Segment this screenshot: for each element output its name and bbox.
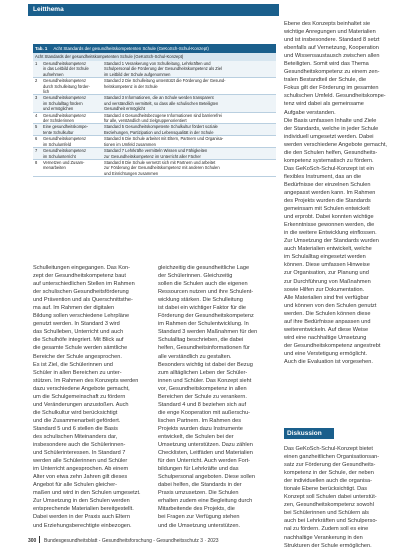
- text-line: maßen und wird in den Schulen umgesetzt.: [33, 490, 141, 497]
- text-line: wird eine nachhaltige Umsetzung: [284, 334, 367, 341]
- text-line: Das GeKoSch-Schul-Konzept bietet: [284, 446, 373, 452]
- text-line: auch bei Lehrkräften und Schulperso-: [284, 518, 378, 525]
- text-line: genutzt werden. In Standard 3 wird: [33, 321, 120, 328]
- text-line: der individuellen auch die organisa-: [284, 478, 373, 485]
- table-cell-line: tionen im Umfeld zusammen: [104, 141, 156, 147]
- text-column-right: [284, 20, 396, 366]
- discussion-heading: Diskussion: [284, 428, 334, 439]
- text-line: insbesondere auch die Schülerinnen-: [33, 442, 126, 449]
- text-line: satz zur Förderung der Gesundheits-: [284, 462, 376, 469]
- text-line: Auch die Evaluation ist vorgesehen.: [284, 358, 373, 365]
- text-line: dazu verschiedene Angebote gemacht,: [33, 385, 130, 392]
- text-line: Standard 4 und 8 beziehen sich auf: [158, 401, 247, 408]
- table-cell-line: Gesundheit ermöglicht: [104, 106, 145, 112]
- text-line: Standard 3 werden Maßnahmen für den: [158, 329, 258, 336]
- table-cell-line: Gesundheitskompetenz: [43, 95, 87, 101]
- table-row-title: [43, 148, 104, 159]
- table-cell-line: Standard 5 Gesundheitskompetente Schulkultur fördert soziale: [104, 124, 218, 130]
- table-row-title: [43, 61, 104, 77]
- table-row-standard: [104, 61, 276, 77]
- text-line: Projekts wurden dazu Instrumente: [158, 425, 243, 432]
- table-cell-line: Standard 4 Gesundheitsbezogene Informationen sind barrierefrei: [104, 112, 222, 118]
- section-label: Leitthema: [28, 4, 279, 16]
- table-cell-line: Standard 7 Lehrkräfte vermitteln Wissen und Fähigkeiten: [104, 148, 208, 154]
- text-line: Besonders wichtig ist dabei der Bezug: [158, 361, 253, 368]
- table-cell-line: im Schulunterricht: [43, 153, 76, 159]
- standards-table: [33, 61, 276, 177]
- table-row-standard: [104, 78, 276, 94]
- text-line: Zur Umsetzung in den Schulen werden: [33, 498, 130, 505]
- text-line: auf ihre Bedürfnisse anpassen und: [284, 318, 371, 325]
- text-line: entsprechende Materialien bereitgestellt.: [33, 506, 134, 513]
- text-line: gleichzeitig die gesundheitliche Lage: [158, 265, 250, 271]
- text-line: alle verständlich zu gestalten.: [158, 353, 232, 360]
- table-cell-line: Standard 1 Verankerung von Schulleitung, Lehrkräften und: [104, 61, 211, 66]
- text-line: ma auf. Im Rahmen der digitalen: [33, 305, 115, 312]
- text-line: und können von den Schulen genutzt: [284, 302, 377, 309]
- text-line: im Unterricht angesprochen. Ab einem: [33, 466, 129, 473]
- table-cell-line: im Leitbild der Schule aufgenommen: [104, 71, 171, 77]
- text-line: Praxis umzusetzen. Die Schulen: [158, 490, 239, 497]
- text-line: Standard 5 und 6 stellen die Basis: [33, 425, 118, 432]
- text-line: und die Umsetzung unterstützen.: [158, 522, 241, 529]
- text-line: gemeinsam mit Schulen entwickelt: [284, 206, 370, 213]
- table-cell-line: Gesundheitskompetenz: [43, 112, 87, 118]
- table-row-number: 7: [35, 148, 38, 154]
- text-line: Zur Umsetzung der Standards wurden: [284, 238, 379, 245]
- text-line: ist dabei ein wichtiger Faktor für die: [158, 305, 246, 312]
- table-cell-line: in das Leitbild der Schule: [43, 66, 89, 72]
- text-line: die Schulkultur wird berücksichtigt: [33, 409, 118, 416]
- text-line: im Schulalltag eingesetzt werden: [284, 254, 366, 261]
- text-line: sowie Hilfen zur Dokumentation.: [284, 286, 365, 293]
- table-cell-line: der Schülerinnen: [43, 118, 74, 124]
- text-line: vor, Gesundheitskompetenz in allen: [158, 385, 247, 392]
- text-line: um die Schulgemeinschaft zu fördern: [33, 393, 126, 400]
- table-row-title: [43, 95, 104, 111]
- text-line: zept der Gesundheitskompetenz baut: [33, 273, 126, 280]
- table-row-standard: [104, 95, 276, 111]
- table-row-title: [43, 78, 104, 94]
- table-cell-line: Gesundheitskompetenz: [43, 136, 87, 142]
- text-line: dabei helfen, die Standards in der: [158, 482, 242, 489]
- table-row-number: 2: [35, 78, 38, 84]
- text-line: Ebene des Konzepts beinhaltet sie: [284, 21, 371, 27]
- text-line: und ist insbesondere. Standard 8 setzt: [284, 37, 380, 44]
- text-line: auf unterschiedlichen Stellen im Rahmen: [33, 281, 135, 288]
- table-row: [33, 95, 276, 112]
- table-row: [33, 136, 276, 148]
- text-line: in die weitere Entwicklung einflossen.: [284, 230, 377, 237]
- table-row-standard: [104, 160, 276, 176]
- text-line: Das GeKoSch-Schul-Konzept ist ein: [284, 165, 374, 172]
- text-line: Alter von etwa zehn Jahren gilt dieses: [33, 474, 128, 481]
- text-line: entwickelt, die Schulen bei der: [158, 433, 234, 440]
- text-line: der Schülerinnen. Gleichzeitig: [158, 273, 233, 280]
- text-line: tralen Bestandteil der Schule, die: [284, 77, 367, 84]
- text-line: und Erziehungsberechtigte einbezogen.: [33, 522, 132, 529]
- page-number: 300: [28, 538, 37, 544]
- text-line: schulischen Umfeld. Gesundheitskompe-: [284, 93, 386, 100]
- table-cell-line: im Schulalltag fördern: [43, 100, 83, 106]
- text-line: Angebot für alle Schulen gleicher-: [33, 482, 117, 489]
- text-line: des Projekts wurden die Standards: [284, 198, 371, 205]
- text-line: lischen Partnern. Im Rahmen des: [158, 417, 242, 424]
- text-line: Ressourcen nutzen und ihre Schulent-: [158, 289, 254, 296]
- text-line: Checklisten, Leitfäden und Materialien: [158, 450, 253, 457]
- text-line: zur Organisation, zur Planung und: [284, 270, 369, 277]
- table-row-title: [43, 124, 104, 135]
- text-line: erhalten zudem eine Begleitung durch: [158, 498, 253, 505]
- text-column-middle: [158, 264, 276, 530]
- text-line: der Standards, welche in jeder Schule: [284, 125, 379, 132]
- table-row-number: 1: [35, 61, 38, 66]
- text-line: sollen die Schulen auch die eigenen: [158, 281, 248, 288]
- text-line: helfen, Gesundheitsinformationen für: [158, 345, 250, 352]
- text-line: Fokus gilt der Förderung im gesamten: [284, 85, 379, 92]
- text-line: ebenfalls auf Vernetzung, Kooperation: [284, 45, 379, 52]
- text-line: zum alltäglichen Leben der Schüler-: [158, 369, 248, 376]
- text-line: Konzept soll Schulen dabei unterstüt-: [284, 494, 377, 501]
- journal-name: Bundesgesundheitsblatt - Gesundheitsforschung - Gesundheitsschutz 3 · 2023: [44, 538, 219, 544]
- table-cell-line: Gesundheitskompetenz: [43, 78, 87, 84]
- text-line: die enge Kooperation mit außerschu-: [158, 409, 251, 416]
- table-row-title: [43, 160, 104, 176]
- text-line: der Gesundheitskompetenz angestrebt: [284, 342, 381, 349]
- text-line: können. Diese umfassen Hinweise: [284, 262, 370, 269]
- text-line: bei Schülerinnen und Schülern als: [284, 510, 369, 517]
- text-line: nal zu fördern. Zudem soll es eine: [284, 526, 369, 533]
- text-line: die gesamte Schule werden sämtliche: [33, 345, 128, 352]
- table-caption-text: Acht Standards der gesundheitskompetenten Schule (GeKoSch-Schul-Konzept): [53, 46, 209, 51]
- text-line: Bereiche der Schule angesprochen.: [33, 353, 122, 360]
- text-line: stützen. Im Rahmen des Konzepts werden: [33, 377, 139, 384]
- table-row-standard: [104, 148, 276, 159]
- text-line: Mitarbeitende des Projekts, die: [158, 506, 235, 513]
- text-line: angepasst werden kann. Im Rahmen: [284, 189, 376, 196]
- table-cell-line: und Einrichtungen zusammen: [104, 170, 159, 176]
- text-line: und erprobt. Dabei konnten wichtige: [284, 214, 374, 221]
- text-line: kompetenz systematisch zu fördern.: [284, 157, 374, 164]
- table-row: [33, 61, 276, 78]
- text-line: Bereichen der Schule zu verankern.: [158, 393, 247, 400]
- text-line: Förderung der Gesundheitskompetenz: [158, 313, 254, 320]
- text-line: Bildung sollen verschiedene Lehrpläne: [33, 313, 130, 320]
- table-row-standard: [104, 113, 276, 124]
- text-line: einen ganzheitlichen Organisationsan-: [284, 454, 380, 461]
- table-row: [33, 113, 276, 125]
- text-line: nachhaltige Verankerung in den: [284, 534, 363, 541]
- text-line: kompetenz in der Schule, der neben: [284, 470, 374, 477]
- table-cell-line: Vernetzen und Zusam-: [43, 159, 85, 165]
- table-cell-line: durch Schulleitung förder-: [43, 83, 90, 89]
- table-row-standard: [104, 136, 276, 147]
- text-line: und Prävention und als Querschnittsthe-: [33, 297, 133, 304]
- text-line: Schulpersonal angeboten. Diese sollen: [158, 474, 256, 481]
- table-row-title: [43, 136, 104, 147]
- text-line: Dabei werden in der Praxis auch Eltern: [33, 514, 131, 521]
- footer-divider: [39, 536, 40, 543]
- text-line: wicklung stärken. Die Schulleitung: [158, 297, 243, 304]
- text-line: des schulischen Miteinanders dar,: [33, 433, 118, 440]
- table-cell-line: tente Schulkultur: [43, 129, 74, 135]
- table-row: [33, 148, 276, 160]
- text-column-left: [33, 264, 151, 530]
- table-cell-line: zur Förderung der Gesundheitskompetenz mit anderen Schulen: [104, 165, 220, 171]
- text-line: tionale Ebene berücksichtigt. Das: [284, 486, 368, 493]
- discussion-text: [284, 445, 396, 550]
- table-cell-line: Gesundheitskompetenz: [43, 148, 87, 154]
- table-cell-line: Standard 2 Die Schulleitung unterstützt die Förderung der Gesund-: [104, 78, 226, 84]
- text-line: und Wissensaustausch zwischen allen: [284, 53, 380, 60]
- text-line: werden alle Schülerinnen und Schüler: [33, 458, 128, 465]
- text-line: innen und Schüler. Das Konzept sieht: [158, 377, 252, 384]
- table-cell-line: im Schulumfeld: [43, 141, 71, 147]
- text-line: zur Durchführung von Maßnahmen: [284, 278, 371, 285]
- table-cell-line: Schulpersonal die Förderung der Gesundheitskompetenz als Ziel: [104, 66, 222, 72]
- text-line: das Schulleben, Unterricht und auch: [33, 329, 124, 336]
- table-cell-line: Eine gesundheitskompe-: [43, 124, 89, 130]
- text-line: wichtige Anregungen und Materialien: [284, 29, 376, 36]
- table-cell-line: heitskompetenz in der Schule: [104, 83, 158, 89]
- text-line: Beteiligten. Somit wird das Thema: [284, 61, 369, 68]
- table-row-title: [43, 113, 104, 124]
- text-line: Bedürfnisse der einzelnen Schulen: [284, 181, 371, 188]
- text-line: flexibles Instrument, das an die: [284, 173, 362, 180]
- text-line: Die Basis umfassen Inhalte und Ziele: [284, 117, 377, 124]
- text-line: zen, Gesundheitskompetenz sowohl: [284, 502, 374, 509]
- text-line: Aufgabe verstanden.: [284, 109, 336, 116]
- table-row-number: 8: [35, 159, 38, 165]
- table-cell-line: Standard 8 Die Schule vernetzt sich mit Partnern und arbeitet: [104, 159, 216, 165]
- table-cell-line: Standard 6 Die Schule arbeitet mit Eltern, Partnern und Organisa-: [104, 136, 224, 142]
- text-line: Strukturen der Schule ermöglichen.: [284, 542, 372, 549]
- text-line: Erkenntnisse gewonnen werden, die: [284, 222, 375, 229]
- text-line: weiterentwickeln. Auf diese Weise: [284, 326, 369, 333]
- text-line: individuell umgesetzt werden. Dabei: [284, 133, 374, 140]
- table-cell-line: Standard 3 Informationen, die an Schule werden transparent: [104, 95, 214, 101]
- table-cell-line: lich: [43, 89, 50, 95]
- table-row-standard: [104, 124, 276, 135]
- page-footer: [28, 536, 398, 545]
- table-cell-line: zur Gesundheitskompetenz im Unterricht aller Fächer: [104, 153, 201, 159]
- text-line: bei Fragen zur Verfügung stehen: [158, 514, 240, 521]
- text-line: die den Schulen helfen, Gesundheits-: [284, 149, 378, 156]
- table-subheader: Acht Standards der gesundheitskompetenten Schule (GeKoSch-Schul-Konzept): [33, 53, 276, 61]
- text-line: und Schülerinteressen. In Standard 7: [33, 450, 126, 457]
- text-line: werden. Die Schulen können diese: [284, 310, 371, 317]
- table-number: Tab. 1: [35, 46, 48, 51]
- table-row-number: 6: [35, 136, 38, 142]
- text-line: Es ist Ziel, die Schülerinnen und: [33, 361, 113, 368]
- text-line: bildungen für Lehrkräfte und das: [158, 466, 239, 473]
- text-line: und die Zusammenarbeit gefördert.: [33, 417, 121, 424]
- table-row-number: 3: [35, 95, 38, 101]
- table-row-number: 4: [35, 112, 38, 118]
- text-line: Alle Materialien sind frei verfügbar: [284, 294, 369, 301]
- text-line: Schüler in allen Bereichen zu unter-: [33, 369, 122, 376]
- table-cell-line: menarbeiten: [43, 165, 66, 171]
- table-cell-line: und ermöglichen: [43, 106, 74, 112]
- table-cell-line: Beziehungen, Partizipation und Lebensqualität in der Schule: [104, 129, 214, 135]
- table-cell-line: für alle, verständlich und zielgruppenorientiert: [104, 118, 187, 124]
- text-line: und Veränderungen anzustoßen. Auch: [33, 401, 129, 408]
- text-line: und eine Verstetigung ermöglicht.: [284, 350, 368, 357]
- table-cell-line: Gesundheitskompetenz: [43, 61, 87, 66]
- text-line: die Schulhöfe integriert. Mit Blick auf: [33, 337, 124, 344]
- table-row-number: 5: [35, 124, 38, 130]
- text-line: für den Unterricht. Auch werden Fort-: [158, 458, 251, 465]
- text-line: der schulischen Gesundheitsförderung: [33, 289, 129, 296]
- text-line: werden verschiedene Angebote gemacht,: [284, 141, 387, 148]
- text-line: im Rahmen der Schulentwicklung. In: [158, 321, 249, 328]
- text-line: Schulleitungen eingegangen. Das Kon-: [33, 265, 131, 271]
- table-cell-line: und verständlich vermittelt, so dass alle schulischen Beteiligten: [104, 100, 219, 106]
- table-caption: [33, 44, 276, 53]
- text-line: auch Materialien entwickelt, welche: [284, 246, 372, 253]
- text-line: Umsetzung unterstützen. Dazu zählen: [158, 442, 253, 449]
- table-row: [33, 124, 276, 136]
- text-line: Schulalltag beschrieben, die dabei: [158, 337, 244, 344]
- table-row: [33, 78, 276, 95]
- text-line: tenz wird dabei als gemeinsame: [284, 101, 364, 108]
- table-row: [33, 160, 276, 177]
- table-cell-line: aufnehmen: [43, 71, 64, 77]
- text-line: Gesundheitskompetenz zu einem zen-: [284, 69, 380, 76]
